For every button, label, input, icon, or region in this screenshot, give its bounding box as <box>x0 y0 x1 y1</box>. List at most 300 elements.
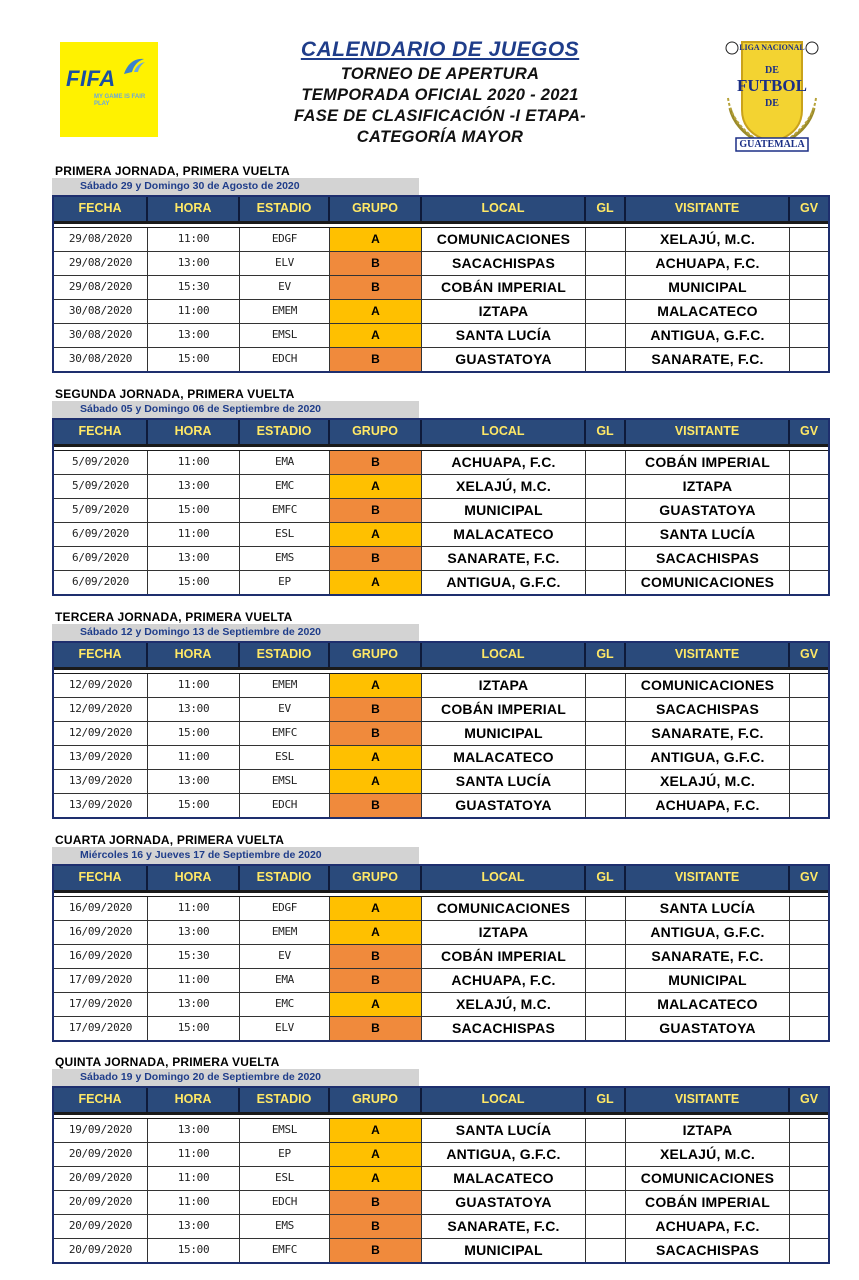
cell-estadio: EMSL <box>240 770 330 793</box>
cell-estadio: EDCH <box>240 348 330 371</box>
column-header-fecha: FECHA <box>54 197 148 221</box>
cell-grupo: A <box>330 1119 422 1142</box>
cell-fecha: 19/09/2020 <box>54 1119 148 1142</box>
cell-estadio: EV <box>240 276 330 299</box>
column-header-visitante: VISITANTE <box>626 1088 790 1112</box>
table-row <box>54 228 828 252</box>
cell-grupo: B <box>330 1215 422 1238</box>
table-header-row <box>54 197 828 224</box>
match-table <box>52 641 830 819</box>
cell-estadio: EMSL <box>240 324 330 347</box>
column-header-estadio: ESTADIO <box>240 866 330 890</box>
match-table <box>52 418 830 596</box>
cell-estadio: EDGF <box>240 228 330 251</box>
column-header-visitante: VISITANTE <box>626 866 790 890</box>
cell-grupo: A <box>330 300 422 323</box>
cell-grupo: B <box>330 252 422 275</box>
cell-hora: 13:00 <box>148 770 240 793</box>
table-row <box>54 746 828 770</box>
cell-gv <box>790 698 828 721</box>
cell-estadio: EMFC <box>240 499 330 522</box>
cell-visitante: SANARATE, F.C. <box>626 348 790 371</box>
cell-estadio: EDCH <box>240 794 330 817</box>
cell-fecha: 17/09/2020 <box>54 993 148 1016</box>
cell-local: SANTA LUCÍA <box>422 770 586 793</box>
cell-visitante: MUNICIPAL <box>626 276 790 299</box>
cell-hora: 11:00 <box>148 746 240 769</box>
cell-gl <box>586 228 626 251</box>
cell-visitante: COBÁN IMPERIAL <box>626 1191 790 1214</box>
cell-hora: 13:00 <box>148 252 240 275</box>
table-row <box>54 571 828 594</box>
cell-fecha: 12/09/2020 <box>54 674 148 697</box>
cell-fecha: 6/09/2020 <box>54 523 148 546</box>
column-header-gl: GL <box>586 643 626 667</box>
table-row <box>54 523 828 547</box>
cell-gl <box>586 571 626 594</box>
column-header-fecha: FECHA <box>54 1088 148 1112</box>
cell-local: MUNICIPAL <box>422 722 586 745</box>
cell-hora: 15:00 <box>148 794 240 817</box>
column-header-local: LOCAL <box>422 420 586 444</box>
cell-estadio: EDGF <box>240 897 330 920</box>
column-header-hora: HORA <box>148 420 240 444</box>
cell-visitante: MALACATECO <box>626 300 790 323</box>
cell-fecha: 30/08/2020 <box>54 300 148 323</box>
cell-grupo: B <box>330 1239 422 1262</box>
cell-hora: 13:00 <box>148 993 240 1016</box>
cell-gl <box>586 1167 626 1190</box>
column-header-gv: GV <box>799 424 819 438</box>
cell-local: COMUNICACIONES <box>422 228 586 251</box>
cell-local: SANTA LUCÍA <box>422 324 586 347</box>
cell-fecha: 13/09/2020 <box>54 746 148 769</box>
cell-hora: 13:00 <box>148 921 240 944</box>
cell-hora: 11:00 <box>148 1167 240 1190</box>
cell-local: SANTA LUCÍA <box>422 1119 586 1142</box>
cell-visitante: ANTIGUA, G.F.C. <box>626 746 790 769</box>
cell-gl <box>586 921 626 944</box>
jornada-title: CUARTA JORNADA, PRIMERA VUELTA <box>55 833 285 847</box>
column-header-gv: GV <box>799 1092 819 1106</box>
cell-gl <box>586 499 626 522</box>
cell-visitante: SANTA LUCÍA <box>626 897 790 920</box>
cell-grupo: A <box>330 1143 422 1166</box>
cell-local: GUASTATOYA <box>422 1191 586 1214</box>
column-header-local: LOCAL <box>422 643 586 667</box>
cell-gv <box>790 499 828 522</box>
column-header-visitante: VISITANTE <box>626 643 790 667</box>
cell-local: ANTIGUA, G.F.C. <box>422 571 586 594</box>
cell-estadio: ELV <box>240 252 330 275</box>
cell-local: MUNICIPAL <box>422 499 586 522</box>
cell-grupo: A <box>330 475 422 498</box>
column-header-gv: GV <box>799 201 819 215</box>
cell-gv <box>790 722 828 745</box>
cell-estadio: EMEM <box>240 300 330 323</box>
cell-grupo: A <box>330 770 422 793</box>
cell-local: GUASTATOYA <box>422 794 586 817</box>
cell-fecha: 20/09/2020 <box>54 1239 148 1262</box>
cell-fecha: 29/08/2020 <box>54 252 148 275</box>
jornada-date: Sábado 19 y Domingo 20 de Septiembre de 2020 <box>52 1069 419 1086</box>
cell-gl <box>586 276 626 299</box>
fifa-logo-slogan: MY GAME IS FAIR PLAY <box>94 94 146 107</box>
cell-grupo: B <box>330 722 422 745</box>
cell-fecha: 17/09/2020 <box>54 969 148 992</box>
column-header-visitante: VISITANTE <box>626 420 790 444</box>
cell-hora: 11:00 <box>148 674 240 697</box>
jornada-title: PRIMERA JORNADA, PRIMERA VUELTA <box>55 164 290 178</box>
jornada-date: Sábado 12 y Domingo 13 de Septiembre de 2020 <box>52 624 419 641</box>
cell-fecha: 5/09/2020 <box>54 499 148 522</box>
cell-gl <box>586 969 626 992</box>
cell-estadio: EV <box>240 698 330 721</box>
cell-gl <box>586 1119 626 1142</box>
cell-gv <box>790 897 828 920</box>
cell-visitante: MALACATECO <box>626 993 790 1016</box>
cell-grupo: B <box>330 276 422 299</box>
cell-gv <box>790 1143 828 1166</box>
cell-fecha: 20/09/2020 <box>54 1191 148 1214</box>
cell-gv <box>790 674 828 697</box>
cell-local: ACHUAPA, F.C. <box>422 451 586 474</box>
cell-gv <box>790 300 828 323</box>
category-name: CATEGORÍA MAYOR <box>356 128 524 146</box>
cell-estadio: EP <box>240 1143 330 1166</box>
cell-gv <box>790 276 828 299</box>
cell-visitante: ACHUAPA, F.C. <box>626 1215 790 1238</box>
cell-local: MALACATECO <box>422 523 586 546</box>
cell-hora: 11:00 <box>148 451 240 474</box>
cell-local: ACHUAPA, F.C. <box>422 969 586 992</box>
cell-visitante: ANTIGUA, G.F.C. <box>626 324 790 347</box>
fifa-logo <box>60 42 158 137</box>
cell-gl <box>586 945 626 968</box>
cell-gv <box>790 1239 828 1262</box>
table-row <box>54 1167 828 1191</box>
column-header-local: LOCAL <box>422 866 586 890</box>
cell-hora: 15:00 <box>148 348 240 371</box>
column-header-gv: GV <box>799 647 819 661</box>
jornada-title: TERCERA JORNADA, PRIMERA VUELTA <box>55 610 293 624</box>
cell-visitante: IZTAPA <box>626 475 790 498</box>
cell-gv <box>790 969 828 992</box>
cell-grupo: A <box>330 897 422 920</box>
cell-local: SANARATE, F.C. <box>422 547 586 570</box>
cell-local: SANARATE, F.C. <box>422 1215 586 1238</box>
column-header-fecha: FECHA <box>54 643 148 667</box>
cell-hora: 15:00 <box>148 499 240 522</box>
cell-visitante: GUASTATOYA <box>626 499 790 522</box>
table-row <box>54 1215 828 1239</box>
column-header-grupo: GRUPO <box>330 866 422 890</box>
cell-grupo: B <box>330 1017 422 1040</box>
table-row <box>54 1017 828 1040</box>
cell-hora: 15:00 <box>148 1017 240 1040</box>
cell-gl <box>586 348 626 371</box>
table-row <box>54 348 828 371</box>
cell-gv <box>790 451 828 474</box>
cell-estadio: ESL <box>240 523 330 546</box>
cell-estadio: EMFC <box>240 722 330 745</box>
cell-estadio: EMSL <box>240 1119 330 1142</box>
column-header-hora: HORA <box>148 643 240 667</box>
cell-gv <box>790 1191 828 1214</box>
jornada-title: SEGUNDA JORNADA, PRIMERA VUELTA <box>55 387 295 401</box>
cell-hora: 13:00 <box>148 547 240 570</box>
cell-gl <box>586 770 626 793</box>
cell-grupo: B <box>330 348 422 371</box>
cell-estadio: EMA <box>240 451 330 474</box>
cell-gv <box>790 1017 828 1040</box>
cell-gv <box>790 348 828 371</box>
cell-estadio: ESL <box>240 1167 330 1190</box>
cell-local: SACACHISPAS <box>422 1017 586 1040</box>
cell-hora: 15:00 <box>148 571 240 594</box>
cell-hora: 11:00 <box>148 300 240 323</box>
cell-visitante: COMUNICACIONES <box>626 571 790 594</box>
cell-hora: 11:00 <box>148 969 240 992</box>
cell-gl <box>586 1215 626 1238</box>
table-header-row <box>54 866 828 893</box>
cell-grupo: A <box>330 674 422 697</box>
table-header-row <box>54 643 828 670</box>
table-row <box>54 945 828 969</box>
cell-estadio: EP <box>240 571 330 594</box>
column-header-gl: GL <box>586 197 626 221</box>
table-row <box>54 897 828 921</box>
cell-hora: 13:00 <box>148 1215 240 1238</box>
cell-gl <box>586 475 626 498</box>
cell-fecha: 29/08/2020 <box>54 276 148 299</box>
table-row <box>54 722 828 746</box>
table-row <box>54 300 828 324</box>
column-header-local: LOCAL <box>422 1088 586 1112</box>
jornada-date: Miércoles 16 y Jueves 17 de Septiembre de 2020 <box>52 847 419 864</box>
liga-logo-de-2: DE <box>765 98 779 109</box>
table-row <box>54 674 828 698</box>
cell-gv <box>790 228 828 251</box>
liga-nacional-logo <box>722 38 822 156</box>
cell-gl <box>586 674 626 697</box>
table-row <box>54 547 828 571</box>
phase-name: FASE DE CLASIFICACIÓN -I ETAPA- <box>294 107 586 125</box>
tournament-name: TORNEO DE APERTURA <box>340 65 540 83</box>
table-row <box>54 698 828 722</box>
cell-local: COBÁN IMPERIAL <box>422 276 586 299</box>
cell-visitante: XELAJÚ, M.C. <box>626 770 790 793</box>
column-header-estadio: ESTADIO <box>240 1088 330 1112</box>
cell-fecha: 20/09/2020 <box>54 1143 148 1166</box>
cell-estadio: EMA <box>240 969 330 992</box>
cell-estadio: EV <box>240 945 330 968</box>
liga-logo-bottom: GUATEMALA <box>739 139 805 150</box>
column-header-estadio: ESTADIO <box>240 420 330 444</box>
cell-hora: 15:30 <box>148 945 240 968</box>
cell-gl <box>586 547 626 570</box>
cell-local: COBÁN IMPERIAL <box>422 945 586 968</box>
cell-gv <box>790 547 828 570</box>
jornada-date: Sábado 29 y Domingo 30 de Agosto de 2020 <box>52 178 419 195</box>
cell-estadio: EMC <box>240 993 330 1016</box>
cell-gl <box>586 722 626 745</box>
page-title: CALENDARIO DE JUEGOS <box>300 38 580 61</box>
cell-fecha: 13/09/2020 <box>54 794 148 817</box>
cell-estadio: EDCH <box>240 1191 330 1214</box>
jornada-title: QUINTA JORNADA, PRIMERA VUELTA <box>55 1055 280 1069</box>
cell-fecha: 20/09/2020 <box>54 1167 148 1190</box>
table-row <box>54 794 828 817</box>
cell-gv <box>790 794 828 817</box>
cell-local: XELAJÚ, M.C. <box>422 475 586 498</box>
table-row <box>54 1119 828 1143</box>
cell-gl <box>586 698 626 721</box>
cell-local: MALACATECO <box>422 1167 586 1190</box>
cell-fecha: 16/09/2020 <box>54 945 148 968</box>
cell-hora: 11:00 <box>148 1191 240 1214</box>
cell-gv <box>790 945 828 968</box>
column-header-visitante: VISITANTE <box>626 197 790 221</box>
cell-gl <box>586 1239 626 1262</box>
cell-local: ANTIGUA, G.F.C. <box>422 1143 586 1166</box>
liga-logo-de-1: DE <box>765 65 779 76</box>
cell-gv <box>790 571 828 594</box>
cell-grupo: B <box>330 1191 422 1214</box>
fifa-swoosh-icon <box>122 56 146 76</box>
cell-gl <box>586 252 626 275</box>
cell-fecha: 5/09/2020 <box>54 475 148 498</box>
cell-visitante: ANTIGUA, G.F.C. <box>626 921 790 944</box>
table-row <box>54 475 828 499</box>
cell-fecha: 5/09/2020 <box>54 451 148 474</box>
cell-grupo: B <box>330 451 422 474</box>
cell-grupo: A <box>330 324 422 347</box>
liga-logo-main: FUTBOL <box>737 76 807 95</box>
cell-local: IZTAPA <box>422 300 586 323</box>
cell-visitante: XELAJÚ, M.C. <box>626 228 790 251</box>
table-row <box>54 1239 828 1262</box>
jornada-date: Sábado 05 y Domingo 06 de Septiembre de 2020 <box>52 401 419 418</box>
cell-grupo: A <box>330 523 422 546</box>
cell-gv <box>790 1215 828 1238</box>
cell-gl <box>586 300 626 323</box>
column-header-gv: GV <box>799 870 819 884</box>
column-header-estadio: ESTADIO <box>240 197 330 221</box>
match-table <box>52 195 830 373</box>
cell-grupo: B <box>330 969 422 992</box>
cell-hora: 13:00 <box>148 324 240 347</box>
column-header-local: LOCAL <box>422 197 586 221</box>
cell-hora: 11:00 <box>148 897 240 920</box>
table-header-row <box>54 1088 828 1115</box>
cell-gl <box>586 324 626 347</box>
cell-fecha: 30/08/2020 <box>54 324 148 347</box>
table-row <box>54 252 828 276</box>
cell-local: MALACATECO <box>422 746 586 769</box>
cell-gv <box>790 1167 828 1190</box>
cell-estadio: EMEM <box>240 674 330 697</box>
column-header-estadio: ESTADIO <box>240 643 330 667</box>
table-row <box>54 969 828 993</box>
cell-grupo: B <box>330 547 422 570</box>
match-table <box>52 1086 830 1264</box>
cell-visitante: IZTAPA <box>626 1119 790 1142</box>
cell-visitante: ACHUAPA, F.C. <box>626 252 790 275</box>
cell-local: XELAJÚ, M.C. <box>422 993 586 1016</box>
table-row <box>54 276 828 300</box>
cell-fecha: 16/09/2020 <box>54 921 148 944</box>
column-header-gl: GL <box>586 866 626 890</box>
cell-estadio: ESL <box>240 746 330 769</box>
cell-gl <box>586 746 626 769</box>
cell-visitante: COMUNICACIONES <box>626 674 790 697</box>
cell-fecha: 29/08/2020 <box>54 228 148 251</box>
cell-visitante: ACHUAPA, F.C. <box>626 794 790 817</box>
cell-fecha: 13/09/2020 <box>54 770 148 793</box>
cell-gl <box>586 523 626 546</box>
table-row <box>54 993 828 1017</box>
cell-estadio: EMS <box>240 1215 330 1238</box>
cell-hora: 15:00 <box>148 1239 240 1262</box>
cell-grupo: A <box>330 1167 422 1190</box>
cell-gv <box>790 993 828 1016</box>
cell-gl <box>586 897 626 920</box>
season-name: TEMPORADA OFICIAL 2020 - 2021 <box>301 86 579 104</box>
cell-local: GUASTATOYA <box>422 348 586 371</box>
table-row <box>54 1191 828 1215</box>
column-header-grupo: GRUPO <box>330 1088 422 1112</box>
cell-gv <box>790 746 828 769</box>
match-table <box>52 864 830 1042</box>
cell-visitante: COMUNICACIONES <box>626 1167 790 1190</box>
cell-hora: 13:00 <box>148 475 240 498</box>
cell-gl <box>586 993 626 1016</box>
cell-visitante: SACACHISPAS <box>626 698 790 721</box>
cell-local: COBÁN IMPERIAL <box>422 698 586 721</box>
cell-gv <box>790 1119 828 1142</box>
cell-grupo: B <box>330 794 422 817</box>
cell-hora: 13:00 <box>148 698 240 721</box>
cell-grupo: B <box>330 499 422 522</box>
cell-fecha: 6/09/2020 <box>54 571 148 594</box>
cell-estadio: ELV <box>240 1017 330 1040</box>
cell-local: SACACHISPAS <box>422 252 586 275</box>
cell-visitante: SACACHISPAS <box>626 547 790 570</box>
cell-grupo: A <box>330 993 422 1016</box>
cell-fecha: 17/09/2020 <box>54 1017 148 1040</box>
cell-fecha: 12/09/2020 <box>54 698 148 721</box>
cell-visitante: SACACHISPAS <box>626 1239 790 1262</box>
column-header-hora: HORA <box>148 197 240 221</box>
cell-gv <box>790 770 828 793</box>
cell-local: IZTAPA <box>422 674 586 697</box>
cell-fecha: 6/09/2020 <box>54 547 148 570</box>
column-header-grupo: GRUPO <box>330 420 422 444</box>
cell-hora: 15:30 <box>148 276 240 299</box>
column-header-hora: HORA <box>148 1088 240 1112</box>
cell-visitante: MUNICIPAL <box>626 969 790 992</box>
cell-fecha: 16/09/2020 <box>54 897 148 920</box>
table-row <box>54 921 828 945</box>
cell-gl <box>586 451 626 474</box>
column-header-gl: GL <box>586 420 626 444</box>
table-row <box>54 770 828 794</box>
cell-grupo: A <box>330 746 422 769</box>
cell-hora: 13:00 <box>148 1119 240 1142</box>
cell-grupo: B <box>330 945 422 968</box>
cell-local: MUNICIPAL <box>422 1239 586 1262</box>
